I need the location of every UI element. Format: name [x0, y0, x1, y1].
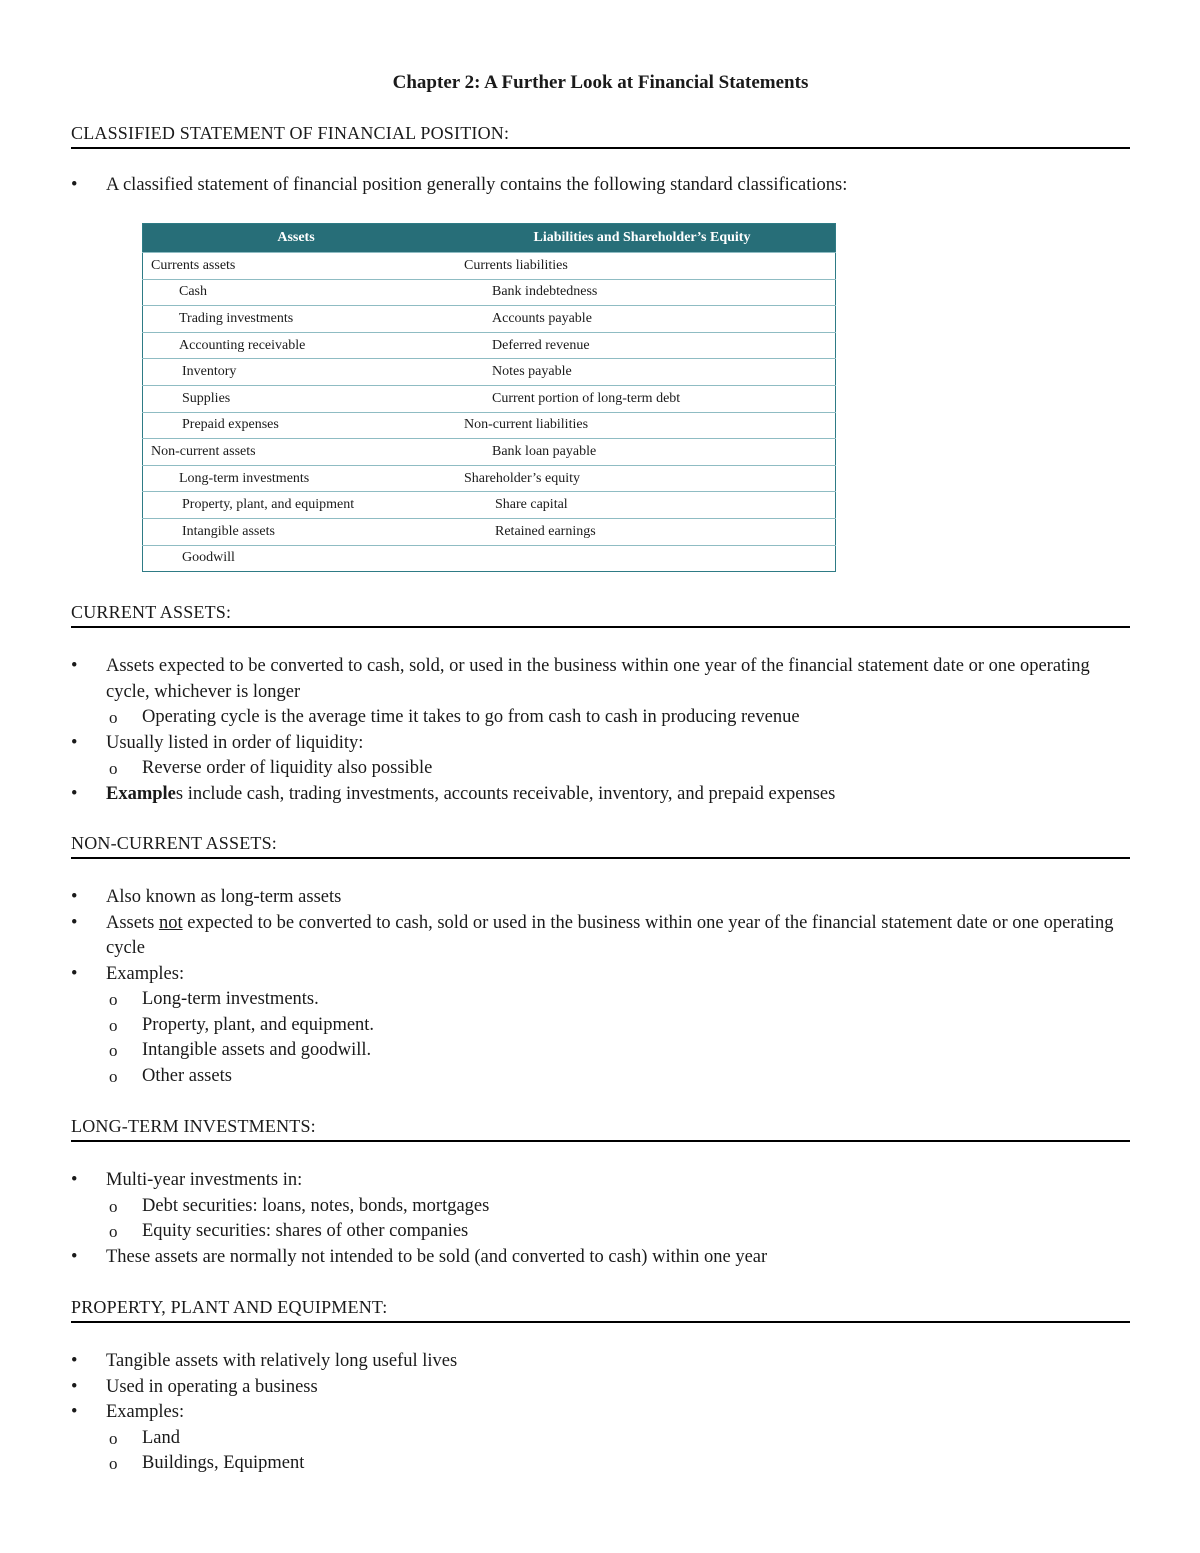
table-cell: Non-current liabilities: [464, 417, 589, 433]
table-row: [143, 332, 836, 359]
bullet-text: s include cash, trading investments, accounts receivable, inventory, and prepaid expenses: [175, 783, 836, 804]
section-classified: [71, 122, 1130, 199]
bullet-item: • Also known as long-term assets: [71, 885, 1130, 911]
table-cell: Accounting receivable: [179, 337, 306, 353]
table-row: [143, 545, 836, 572]
classification-table: [142, 223, 836, 572]
sub-bullet-item: o Equity securities: shares of other companies: [71, 1219, 1130, 1245]
table-cell: Share capital: [495, 497, 568, 513]
bullet-item: • Usually listed in order of liquidity:: [71, 731, 1130, 757]
sub-bullet-item: o Buildings, Equipment: [71, 1451, 1130, 1477]
bullet-item: • A classified statement of financial position generally contains the following standard classifications:: [71, 173, 1130, 199]
sub-bullet-item: o Reverse order of liquidity also possible: [71, 756, 1130, 782]
table-cell: Goodwill: [182, 550, 235, 566]
page-title: Chapter 2: A Further Look at Financial Statements: [392, 72, 809, 93]
bullet-item: • Multi-year investments in:: [71, 1168, 1130, 1194]
table-cell: Current portion of long-term debt: [492, 390, 681, 406]
table-cell: Notes payable: [492, 364, 572, 380]
section-current-assets: [71, 601, 1130, 807]
bullet-item: • Examples:: [71, 962, 1130, 988]
table-header-assets: Assets: [143, 224, 450, 253]
bullet-item: • Examples:: [71, 1400, 1130, 1426]
table-cell: Shareholder’s equity: [464, 470, 580, 486]
bold-text: Example: [106, 783, 176, 804]
table-row: [143, 518, 836, 545]
underlined-text: not: [158, 912, 183, 933]
table-row: [143, 439, 836, 466]
bullet-item: • These assets are normally not intended to be sold (and converted to cash) within one year: [71, 1245, 1130, 1271]
section-ppe: [71, 1296, 1130, 1477]
sub-bullet-item: o Other assets: [71, 1064, 1130, 1090]
sub-bullet-item: o Property, plant, and equipment.: [71, 1013, 1130, 1039]
table-cell: Accounts payable: [492, 310, 592, 326]
sub-bullet-item: o Debt securities: loans, notes, bonds, mortgages: [71, 1194, 1130, 1220]
section-heading: PROPERTY, PLANT AND EQUIPMENT:: [71, 1296, 1130, 1323]
table-row: [143, 492, 836, 519]
sub-bullet-item: o Intangible assets and goodwill.: [71, 1038, 1130, 1064]
table-cell: Inventory: [182, 364, 237, 380]
table-row: [143, 279, 836, 306]
table-header-liabilities: Liabilities and Shareholder’s Equity: [449, 224, 836, 253]
table-cell: Prepaid expenses: [182, 417, 279, 433]
table-cell: Bank loan payable: [492, 443, 597, 459]
section-noncurrent-assets: [71, 832, 1130, 1089]
table-row: [143, 465, 836, 492]
table-cell: Long-term investments: [179, 470, 310, 486]
table-cell: Retained earnings: [495, 523, 596, 539]
sub-bullet-item: o Land: [71, 1426, 1130, 1452]
bullet-text: expected to be converted to cash, sold or used in the business within one year of the financial statement date or one operating cycle: [106, 912, 1114, 958]
table-cell: Intangible assets: [182, 523, 275, 539]
table-cell: Non-current assets: [151, 443, 256, 459]
bullet-item: • Assets expected to be converted to cash, sold, or used in the business within one year of the financial statement date or one operating cycle, whichever is longer: [71, 654, 1130, 705]
bullet-item: • Tangible assets with relatively long useful lives: [71, 1349, 1130, 1375]
section-heading: CLASSIFIED STATEMENT OF FINANCIAL POSITION:: [71, 122, 1130, 149]
sub-bullet-item: o Long-term investments.: [71, 987, 1130, 1013]
table-row: [143, 385, 836, 412]
table-cell: Bank indebtedness: [492, 284, 598, 300]
section-lt-investments: [71, 1115, 1130, 1270]
table-cell: Currents assets: [151, 257, 236, 273]
table-row: [143, 306, 836, 333]
bullet-item: • Used in operating a business: [71, 1375, 1130, 1401]
bullet-item: [71, 782, 1130, 808]
table-header-row: [143, 224, 836, 253]
table-row: [143, 412, 836, 439]
sub-bullet-item: o Operating cycle is the average time it takes to go from cash to cash in producing revenue: [71, 705, 1130, 731]
bullet-item: [71, 911, 1130, 962]
table-cell: Deferred revenue: [492, 337, 590, 353]
section-heading: LONG-TERM INVESTMENTS:: [71, 1115, 1130, 1142]
table-cell: Cash: [179, 284, 207, 300]
table-cell: Property, plant, and equipment: [182, 497, 355, 513]
table-row: [143, 359, 836, 386]
table-cell: Supplies: [182, 390, 231, 406]
table-cell: Trading investments: [179, 310, 294, 326]
section-heading: CURRENT ASSETS:: [71, 601, 1130, 628]
table-row: [143, 253, 836, 280]
section-heading: NON-CURRENT ASSETS:: [71, 832, 1130, 859]
table-cell: Currents liabilities: [464, 257, 568, 273]
bullet-text: Assets: [106, 912, 159, 933]
